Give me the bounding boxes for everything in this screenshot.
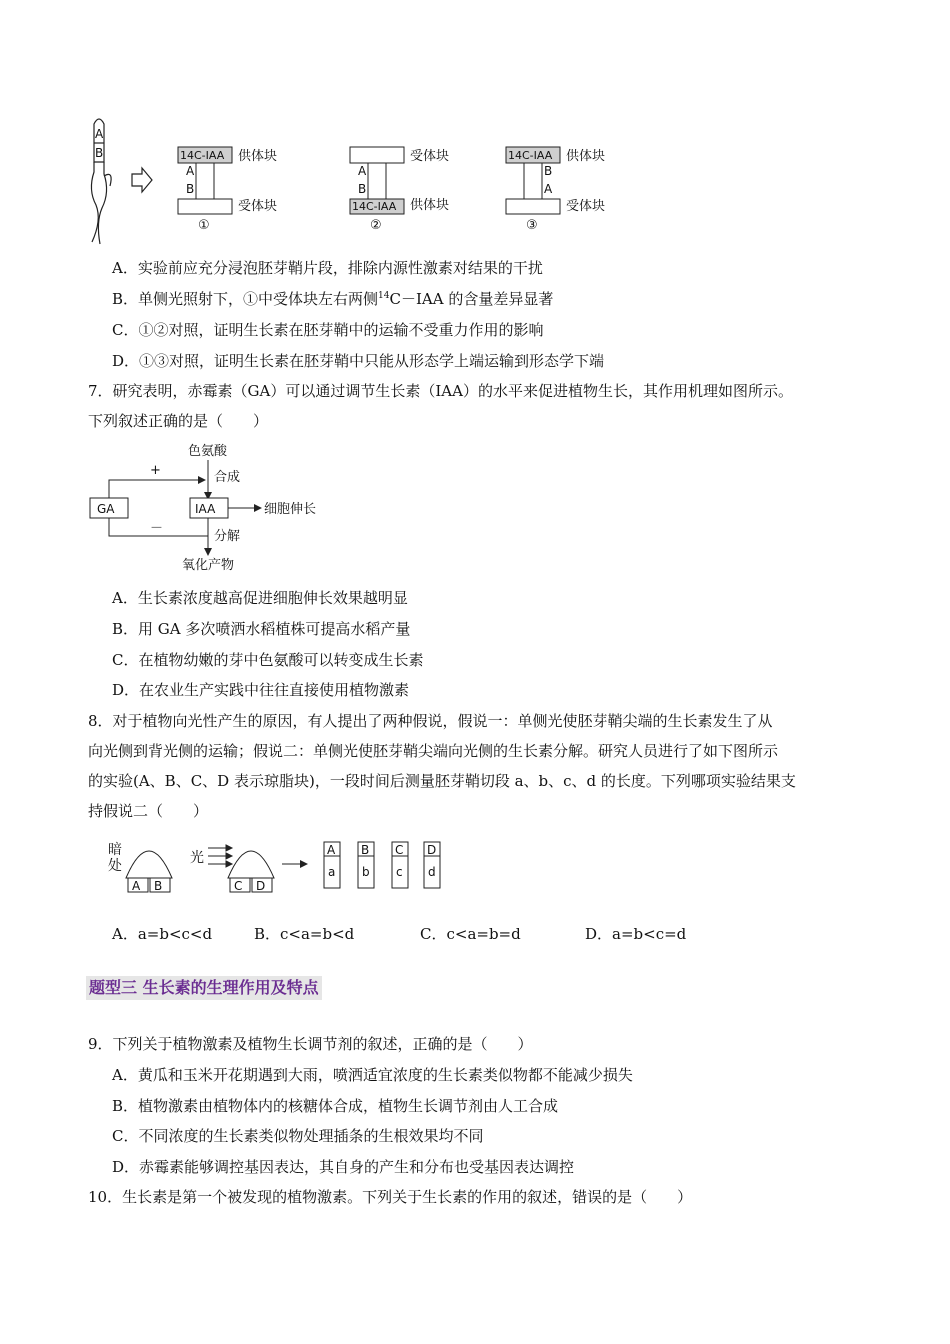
figure-ga-iaa-mechanism <box>86 440 346 575</box>
q7-option-c: C．在植物幼嫩的芽中色氨酸可以转变成生长素 <box>112 651 424 669</box>
segment-group-b <box>358 842 374 888</box>
q6-option-d: D．①③对照，证明生长素在胚芽鞘中只能从形态学上端运输到形态学下端 <box>112 352 605 370</box>
block-b: B <box>154 879 163 893</box>
hollow-arrow-icon <box>132 168 152 192</box>
segment-group-d <box>424 842 440 888</box>
figure-iaa-transport <box>80 110 640 250</box>
setup-1-top-block: 14C-IAA <box>180 149 225 162</box>
setup-3-mid-bottom: A <box>544 182 553 196</box>
dark-label-1: 暗 <box>108 842 122 858</box>
block-d: D <box>256 879 266 893</box>
figure-phototropism-experiment <box>104 836 454 896</box>
q9-option-a: A．黄瓜和玉米开花期遇到大雨，喷洒适宜浓度的生长素类似物都不能减少损失 <box>112 1066 633 1084</box>
q6-option-b-tail: C－IAA 的含量差异显著 <box>389 290 554 308</box>
segment-c: c <box>396 865 403 879</box>
q7-stem-2: 下列叙述正确的是（ ） <box>88 412 269 430</box>
q8-stem-2: 向光侧到背光侧的运输；假说二：单侧光使胚芽鞘尖端向光侧的生长素分解。研究人员进行了如下图所示 <box>88 742 779 760</box>
segment-group-c <box>392 842 408 888</box>
coleoptile-segment-b: B <box>95 146 104 160</box>
setup-1-mid-top: A <box>186 164 195 178</box>
q7-option-b: B．用 GA 多次喷洒水稻植株可提高水稻产量 <box>112 620 411 638</box>
q8-option-a: A．a=b<c<d <box>112 925 213 943</box>
inhibit-sign: － <box>150 521 164 536</box>
q10-stem: 10．生长素是第一个被发现的植物激素。下列关于生长素的作用的叙述，错误的是（ ） <box>88 1188 693 1206</box>
q7-stem-1: 7．研究表明，赤霉素（GA）可以通过调节生长素（IAA）的水平来促进植物生长，其作用机理如图所示。 <box>88 382 793 400</box>
setup-3-top-role: 供体块 <box>566 149 606 164</box>
q6-option-b-sup: 14 <box>378 291 390 301</box>
setup-2-number: ② <box>370 218 382 233</box>
setup-3-bottom-role: 受体块 <box>566 199 606 214</box>
setup-1-bottom-role: 受体块 <box>238 199 278 214</box>
q9-option-d: D．赤霉素能够调控基因表达，其自身的产生和分布也受基因表达调控 <box>112 1158 575 1176</box>
ga-label: GA <box>97 502 115 516</box>
setup-1 <box>178 147 277 233</box>
q7-option-d: D．在农业生产实践中往往直接使用植物激素 <box>112 681 410 699</box>
setup-3 <box>506 147 605 233</box>
cell-elongation-label: 细胞伸长 <box>264 502 317 517</box>
q8-stem-3: 的实验(A、B、C、D 表示琼脂块)，一段时间后测量胚芽鞘切段 a、b、c、d 的长度。下列哪项实验结果支 <box>88 772 796 790</box>
q6-option-b <box>112 289 553 309</box>
dark-label-2: 处 <box>108 858 122 874</box>
q6-option-b-head: B．单侧光照射下，①中受体块左右两侧 <box>112 290 379 308</box>
decomposition-label: 分解 <box>214 529 241 544</box>
setup-3-top-block: 14C-IAA <box>508 149 553 162</box>
light-coleoptile-tip <box>228 851 274 878</box>
setup-3-mid-top: B <box>544 164 553 178</box>
segment-a: a <box>328 865 336 879</box>
setup-1-mid-bottom: B <box>186 182 195 196</box>
q8-stem-4: 持假说二（ ） <box>88 802 209 820</box>
q8-option-b: B．c<a=b<d <box>254 925 355 943</box>
coleoptile-segment-a: A <box>95 127 104 141</box>
q8-option-d: D．a=b<c=d <box>585 925 687 943</box>
segment-group-a <box>324 842 340 888</box>
segment-d: d <box>428 865 436 879</box>
setup-1-number: ① <box>198 218 210 233</box>
segment-b: b <box>362 865 370 879</box>
setup-2-bottom-role: 供体块 <box>410 198 450 213</box>
q8-option-c: C．c<a=b=d <box>420 925 521 943</box>
section-heading: 题型三 生长素的生理作用及特点 <box>86 976 322 1000</box>
q6-option-a: A．实验前应充分浸泡胚芽鞘片段，排除内源性激素对结果的干扰 <box>112 259 543 277</box>
setup-3-number: ③ <box>526 218 538 233</box>
q7-option-a: A．生长素浓度越高促进细胞伸长效果越明显 <box>112 589 408 607</box>
q9-option-b: B．植物激素由植物体内的核糖体合成，植物生长调节剂由人工合成 <box>112 1097 559 1115</box>
q9-option-c: C．不同浓度的生长素类似物处理插条的生根效果均不同 <box>112 1127 484 1145</box>
segment-block-b: B <box>361 843 370 857</box>
q9-stem: 9．下列关于植物激素及植物生长调节剂的叙述，正确的是（ ） <box>88 1035 533 1053</box>
block-a: A <box>132 879 141 893</box>
setup-2 <box>350 147 449 233</box>
segment-block-d: D <box>427 843 437 857</box>
segment-block-c: C <box>395 843 404 857</box>
setup-2-top-role: 受体块 <box>410 149 450 164</box>
setup-1-top-role: 供体块 <box>238 149 278 164</box>
promote-sign: + <box>150 463 161 478</box>
setup-2-bottom-block: 14C-IAA <box>352 200 397 213</box>
q6-option-c: C．①②对照，证明生长素在胚芽鞘中的运输不受重力作用的影响 <box>112 321 544 339</box>
synthesis-label: 合成 <box>214 470 241 485</box>
light-arrows-icon <box>208 845 232 867</box>
setup-2-mid-bottom: B <box>358 182 367 196</box>
tryptophan-label: 色氨酸 <box>188 444 228 459</box>
block-c: C <box>234 879 243 893</box>
light-label: 光 <box>190 850 204 866</box>
oxidation-product-label: 氧化产物 <box>182 558 235 573</box>
setup-2-mid-top: A <box>358 164 367 178</box>
segment-block-a: A <box>327 843 336 857</box>
q8-stem-1: 8．对于植物向光性产生的原因，有人提出了两种假说，假说一：单侧光使胚芽鞘尖端的生长素发生了从 <box>88 712 773 730</box>
dark-coleoptile-tip <box>126 851 172 878</box>
iaa-label: IAA <box>195 502 216 516</box>
